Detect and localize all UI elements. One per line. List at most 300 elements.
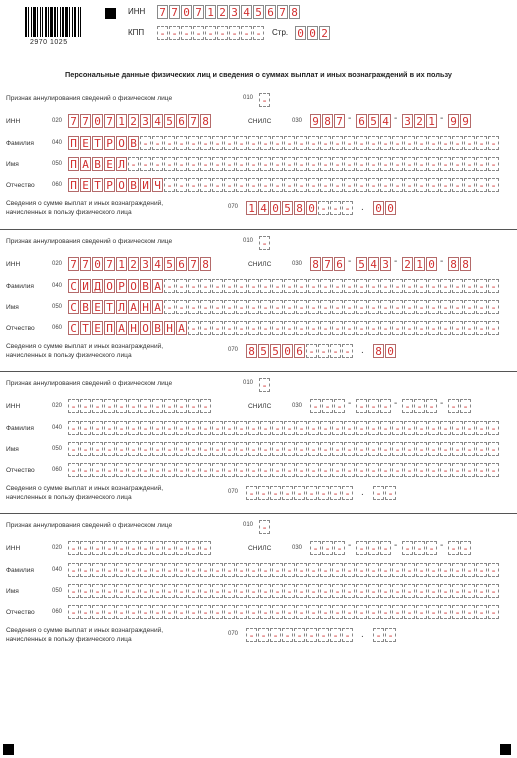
char-cell: 8: [448, 257, 459, 271]
char-cell: -: [176, 300, 187, 314]
char-cell: -: [284, 300, 295, 314]
char-cell: -: [488, 463, 499, 477]
char-cell: -: [488, 157, 499, 171]
char-cell: -: [380, 541, 391, 555]
char-cell: -: [116, 605, 127, 619]
char-cell: Ч: [152, 178, 163, 192]
char-cell: -: [164, 463, 175, 477]
char-cell: -: [200, 136, 211, 150]
char-cell: -: [344, 279, 355, 293]
char-cell: -: [380, 399, 391, 413]
char-cell: -: [152, 584, 163, 598]
snils-part-3[interactable]: [402, 114, 438, 128]
char-cell: 0: [181, 5, 192, 19]
char-cell: -: [272, 321, 283, 335]
header-kpp-label: КПП: [128, 28, 145, 37]
char-cell: -: [200, 541, 211, 555]
char-cell: -: [282, 486, 293, 500]
char-cell: -: [392, 442, 403, 456]
char-cell: -: [152, 605, 163, 619]
char-cell: -: [104, 563, 115, 577]
char-cell: 1: [414, 257, 425, 271]
char-cell: -: [152, 541, 163, 555]
char-cell: -: [224, 605, 235, 619]
char-cell: -: [426, 541, 437, 555]
char-cell: -: [212, 178, 223, 192]
field-code: 020: [52, 261, 63, 267]
char-cell: 2: [128, 114, 139, 128]
char-cell: Р: [104, 178, 115, 192]
char-cell: -: [176, 605, 187, 619]
char-cell: Е: [80, 178, 91, 192]
char-cell: -: [181, 26, 192, 40]
char-cell: -: [92, 463, 103, 477]
char-cell: -: [322, 541, 333, 555]
char-cell: -: [380, 442, 391, 456]
char-cell: -: [272, 463, 283, 477]
char-cell: -: [260, 463, 271, 477]
char-cell: -: [368, 541, 379, 555]
char-cell: -: [342, 201, 353, 215]
char-cell: -: [414, 399, 425, 413]
char-cell: -: [368, 463, 379, 477]
char-cell: -: [236, 421, 247, 435]
snils-part-4[interactable]: [448, 399, 472, 413]
char-cell: -: [308, 463, 319, 477]
char-cell: -: [200, 157, 211, 171]
char-cell: -: [368, 563, 379, 577]
char-cell: -: [116, 541, 127, 555]
char-cell: -: [104, 421, 115, 435]
char-cell: -: [282, 628, 293, 642]
char-cell: 6: [294, 344, 305, 358]
corner-marker: [3, 744, 14, 755]
field-code: 040: [52, 140, 63, 146]
char-cell: -: [464, 157, 475, 171]
char-cell: -: [356, 605, 367, 619]
char-cell: -: [140, 463, 151, 477]
field-code: 060: [52, 609, 63, 615]
firstname-field[interactable]: [68, 442, 500, 456]
snils-part-2[interactable]: [356, 541, 392, 555]
char-cell: -: [404, 300, 415, 314]
header-inn-field[interactable]: [157, 5, 301, 19]
char-cell: 0: [306, 201, 317, 215]
lastname-field[interactable]: [68, 136, 500, 150]
payments-label-line1: Сведения о сумме выплат и иных вознаграждений,: [6, 627, 164, 634]
snils-part-1[interactable]: [310, 114, 346, 128]
snils-part-3[interactable]: [402, 257, 438, 271]
char-cell: 7: [277, 5, 288, 19]
patronymic-label: Отчество: [6, 609, 35, 616]
field-code: 040: [52, 283, 63, 289]
snils-part-2[interactable]: [356, 399, 392, 413]
char-cell: -: [116, 442, 127, 456]
barcode-image: [25, 7, 97, 37]
char-cell: -: [448, 399, 459, 413]
char-cell: -: [260, 605, 271, 619]
snils-part-1[interactable]: [310, 257, 346, 271]
char-cell: -: [308, 300, 319, 314]
field-code: 050: [52, 446, 63, 452]
field-code: 010: [243, 238, 254, 244]
char-cell: Н: [128, 321, 139, 335]
char-cell: -: [224, 300, 235, 314]
lastname-label: Фамилия: [6, 567, 34, 574]
char-cell: -: [310, 399, 321, 413]
field-code: 040: [52, 567, 63, 573]
char-cell: Т: [104, 300, 115, 314]
char-cell: -: [92, 541, 103, 555]
char-cell: -: [92, 442, 103, 456]
char-cell: -: [416, 442, 427, 456]
char-cell: -: [236, 463, 247, 477]
char-cell: -: [272, 421, 283, 435]
inn-field[interactable]: [68, 257, 212, 271]
firstname-field[interactable]: [68, 157, 500, 171]
firstname-field[interactable]: [68, 300, 500, 314]
char-cell: -: [368, 584, 379, 598]
char-cell: -: [200, 442, 211, 456]
char-cell: -: [308, 563, 319, 577]
char-cell: -: [140, 421, 151, 435]
char-cell: -: [296, 421, 307, 435]
char-cell: 0: [385, 344, 396, 358]
char-cell: -: [188, 300, 199, 314]
char-cell: -: [440, 421, 451, 435]
char-cell: -: [259, 93, 270, 107]
char-cell: -: [68, 563, 79, 577]
char-cell: -: [330, 344, 341, 358]
annul-field[interactable]: [259, 378, 271, 392]
char-cell: -: [152, 421, 163, 435]
field-code: 070: [228, 631, 239, 637]
char-cell: -: [476, 300, 487, 314]
char-cell: -: [306, 486, 317, 500]
char-cell: -: [356, 584, 367, 598]
char-cell: -: [380, 136, 391, 150]
lastname-field[interactable]: [68, 279, 500, 293]
char-cell: -: [452, 605, 463, 619]
char-cell: 5: [282, 201, 293, 215]
separator: -: [348, 256, 352, 267]
payment-kopecks-field[interactable]: [373, 486, 397, 500]
char-cell: П: [68, 178, 79, 192]
char-cell: -: [272, 136, 283, 150]
char-cell: 0: [373, 201, 384, 215]
char-cell: Н: [164, 321, 175, 335]
char-cell: -: [80, 421, 91, 435]
char-cell: -: [368, 442, 379, 456]
annul-label: Признак аннулирования сведений о физическом лице: [6, 380, 173, 387]
char-cell: -: [488, 584, 499, 598]
char-cell: -: [404, 178, 415, 192]
char-cell: -: [488, 321, 499, 335]
char-cell: -: [428, 136, 439, 150]
char-cell: -: [260, 279, 271, 293]
page-title: Персональные данные физических лиц и сведения о суммах выплат и иных вознаграждений в их пользу: [65, 70, 452, 79]
annul-field[interactable]: [259, 520, 271, 534]
char-cell: -: [164, 178, 175, 192]
char-cell: -: [212, 584, 223, 598]
char-cell: -: [80, 463, 91, 477]
char-cell: -: [212, 321, 223, 335]
snils-part-2[interactable]: [356, 114, 392, 128]
char-cell: -: [344, 300, 355, 314]
inn-field[interactable]: [68, 541, 212, 555]
char-cell: 8: [373, 344, 384, 358]
char-cell: -: [380, 563, 391, 577]
payment-rubles-field[interactable]: [246, 486, 354, 500]
char-cell: -: [164, 563, 175, 577]
char-cell: -: [356, 157, 367, 171]
char-cell: -: [212, 421, 223, 435]
char-cell: -: [308, 136, 319, 150]
char-cell: 1: [116, 257, 127, 271]
char-cell: -: [416, 178, 427, 192]
char-cell: -: [272, 178, 283, 192]
char-cell: -: [296, 563, 307, 577]
char-cell: -: [452, 563, 463, 577]
char-cell: -: [284, 605, 295, 619]
inn-field[interactable]: [68, 399, 212, 413]
char-cell: -: [440, 321, 451, 335]
firstname-field[interactable]: [68, 584, 500, 598]
char-cell: -: [488, 421, 499, 435]
lastname-field[interactable]: [68, 421, 500, 435]
char-cell: -: [176, 584, 187, 598]
char-cell: -: [392, 300, 403, 314]
char-cell: -: [440, 157, 451, 171]
char-cell: -: [200, 421, 211, 435]
char-cell: -: [205, 26, 216, 40]
char-cell: -: [356, 442, 367, 456]
char-cell: -: [116, 563, 127, 577]
char-cell: -: [80, 584, 91, 598]
char-cell: О: [116, 136, 127, 150]
char-cell: -: [356, 300, 367, 314]
char-cell: -: [128, 463, 139, 477]
patronymic-field[interactable]: [68, 321, 500, 335]
separator: .: [361, 345, 364, 356]
char-cell: 8: [200, 257, 211, 271]
char-cell: -: [308, 321, 319, 335]
char-cell: -: [68, 584, 79, 598]
payment-kopecks-field[interactable]: [373, 628, 397, 642]
char-cell: -: [164, 157, 175, 171]
firstname-label: Имя: [6, 588, 19, 595]
char-cell: -: [344, 178, 355, 192]
char-cell: -: [128, 442, 139, 456]
header-page-label: Стр.: [272, 28, 289, 37]
char-cell: -: [259, 378, 270, 392]
payment-kopecks-field[interactable]: [373, 344, 397, 358]
char-cell: -: [308, 584, 319, 598]
char-cell: -: [416, 300, 427, 314]
char-cell: -: [320, 157, 331, 171]
snils-label: СНИЛС: [248, 403, 272, 410]
char-cell: 8: [246, 344, 257, 358]
field-code: 020: [52, 545, 63, 551]
char-cell: -: [356, 463, 367, 477]
char-cell: -: [68, 421, 79, 435]
header-page-field[interactable]: [295, 26, 331, 40]
char-cell: 3: [402, 114, 413, 128]
char-cell: 1: [246, 201, 257, 215]
char-cell: -: [476, 442, 487, 456]
char-cell: -: [188, 136, 199, 150]
char-cell: -: [164, 279, 175, 293]
char-cell: -: [464, 463, 475, 477]
snils-part-2[interactable]: [356, 257, 392, 271]
char-cell: С: [68, 321, 79, 335]
char-cell: 7: [80, 257, 91, 271]
char-cell: -: [392, 563, 403, 577]
char-cell: 7: [169, 5, 180, 19]
char-cell: -: [152, 563, 163, 577]
char-cell: -: [452, 442, 463, 456]
char-cell: 7: [104, 114, 115, 128]
patronymic-field[interactable]: [68, 463, 500, 477]
char-cell: -: [380, 157, 391, 171]
char-cell: -: [402, 399, 413, 413]
char-cell: -: [476, 136, 487, 150]
corner-marker: [105, 8, 116, 19]
char-cell: -: [140, 541, 151, 555]
char-cell: 4: [241, 5, 252, 19]
char-cell: -: [188, 563, 199, 577]
char-cell: 7: [334, 114, 345, 128]
snils-part-3[interactable]: [402, 541, 438, 555]
inn-field[interactable]: [68, 114, 212, 128]
char-cell: -: [188, 442, 199, 456]
char-cell: -: [404, 321, 415, 335]
char-cell: 2: [217, 5, 228, 19]
char-cell: -: [332, 605, 343, 619]
char-cell: -: [318, 628, 329, 642]
char-cell: -: [212, 442, 223, 456]
char-cell: 1: [116, 114, 127, 128]
annul-field[interactable]: [259, 236, 271, 250]
payment-rubles-field[interactable]: [246, 628, 354, 642]
char-cell: -: [116, 463, 127, 477]
char-cell: -: [260, 157, 271, 171]
char-cell: -: [104, 605, 115, 619]
char-cell: 5: [270, 344, 281, 358]
char-cell: -: [416, 279, 427, 293]
char-cell: -: [176, 178, 187, 192]
char-cell: -: [476, 421, 487, 435]
char-cell: 0: [92, 257, 103, 271]
char-cell: -: [248, 136, 259, 150]
patronymic-field[interactable]: [68, 605, 500, 619]
char-cell: -: [428, 442, 439, 456]
char-cell: -: [320, 136, 331, 150]
char-cell: -: [270, 628, 281, 642]
char-cell: -: [308, 605, 319, 619]
char-cell: -: [332, 584, 343, 598]
char-cell: -: [200, 321, 211, 335]
snils-part-1[interactable]: [310, 399, 346, 413]
char-cell: 9: [310, 114, 321, 128]
barcode-number: 2970 1025: [30, 39, 68, 46]
payment-kopecks-field[interactable]: [373, 201, 397, 215]
char-cell: 2: [414, 114, 425, 128]
char-cell: -: [260, 300, 271, 314]
char-cell: -: [294, 628, 305, 642]
char-cell: 7: [80, 114, 91, 128]
separator: -: [440, 398, 444, 409]
char-cell: -: [140, 584, 151, 598]
char-cell: -: [464, 136, 475, 150]
annul-field[interactable]: [259, 93, 271, 107]
lastname-field[interactable]: [68, 563, 500, 577]
snils-part-3[interactable]: [402, 399, 438, 413]
char-cell: -: [248, 463, 259, 477]
char-cell: 4: [152, 114, 163, 128]
field-code: 010: [243, 95, 254, 101]
char-cell: -: [284, 563, 295, 577]
char-cell: -: [92, 421, 103, 435]
field-code: 070: [228, 204, 239, 210]
char-cell: -: [464, 563, 475, 577]
snils-part-4[interactable]: [448, 541, 472, 555]
payment-rubles-field[interactable]: [246, 201, 354, 215]
char-cell: 4: [152, 257, 163, 271]
patronymic-field[interactable]: [68, 178, 500, 192]
char-cell: Е: [104, 157, 115, 171]
char-cell: -: [80, 442, 91, 456]
char-cell: -: [320, 178, 331, 192]
char-cell: 4: [258, 201, 269, 215]
char-cell: -: [392, 178, 403, 192]
char-cell: -: [176, 442, 187, 456]
field-code: 030: [292, 261, 303, 267]
patronymic-label: Отчество: [6, 325, 35, 332]
header-kpp-field[interactable]: [157, 26, 265, 40]
char-cell: -: [452, 300, 463, 314]
char-cell: -: [92, 399, 103, 413]
char-cell: -: [440, 463, 451, 477]
payment-rubles-field[interactable]: [246, 344, 354, 358]
char-cell: -: [356, 563, 367, 577]
char-cell: -: [253, 26, 264, 40]
char-cell: -: [356, 399, 367, 413]
char-cell: -: [318, 486, 329, 500]
char-cell: -: [464, 279, 475, 293]
char-cell: -: [344, 136, 355, 150]
char-cell: -: [392, 321, 403, 335]
char-cell: -: [416, 463, 427, 477]
char-cell: -: [272, 279, 283, 293]
char-cell: -: [488, 136, 499, 150]
char-cell: -: [476, 178, 487, 192]
char-cell: -: [296, 584, 307, 598]
char-cell: 6: [334, 257, 345, 271]
char-cell: В: [92, 157, 103, 171]
char-cell: -: [164, 605, 175, 619]
char-cell: -: [320, 605, 331, 619]
char-cell: -: [284, 463, 295, 477]
char-cell: -: [258, 486, 269, 500]
snils-part-4[interactable]: [448, 114, 472, 128]
char-cell: -: [260, 442, 271, 456]
char-cell: -: [260, 421, 271, 435]
snils-part-1[interactable]: [310, 541, 346, 555]
snils-part-4[interactable]: [448, 257, 472, 271]
char-cell: 2: [319, 26, 330, 40]
section-divider: [0, 229, 517, 230]
